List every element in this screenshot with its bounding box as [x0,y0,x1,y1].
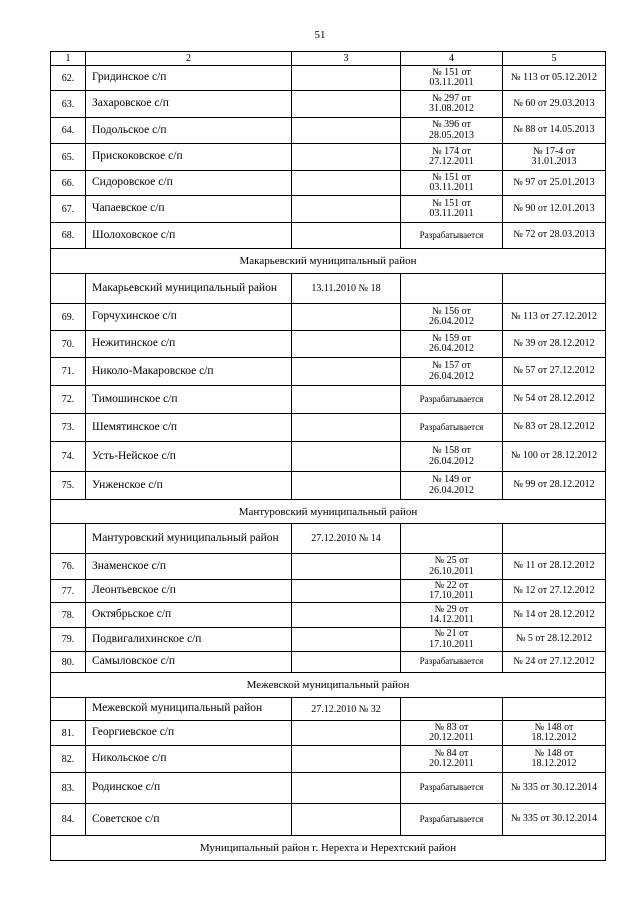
decision-date [292,804,401,836]
document-line: № 83 от 28.12.2012 [513,421,595,433]
document-line: № 158 от [432,445,471,456]
table-row [51,472,606,500]
row-number: 64. [51,118,86,144]
row-number: 72. [51,386,86,414]
plan-document [401,652,503,673]
document-line: 18.12.2012 [531,732,577,743]
table-row [51,442,606,472]
decision-date [292,331,401,358]
document-line: № 17-4 от [532,145,576,157]
document-line: № 157 от [432,360,471,371]
approval-document [503,472,606,500]
table-row [51,524,606,554]
approval-document [503,442,606,472]
document-line: № 113 от 27.12.2012 [511,310,597,322]
decision-date: 27.12.2010 № 14 [292,524,401,554]
approval-document [503,66,606,91]
document-line: № 335 от 30.12.2014 [510,781,598,793]
district-header-row [51,249,606,274]
approval-document [503,628,606,652]
plan-document [401,580,503,603]
table-row [51,144,606,171]
document-line: № 90 от 12.01.2013 [513,202,595,214]
decision-date: 27.12.2010 № 32 [292,698,401,721]
approval-document [503,804,606,836]
table-row [51,414,606,442]
document-line: № 148 от [534,721,574,733]
row-number: 65. [51,144,86,171]
settlement-name: Родинское с/п [86,773,292,804]
document-line: 03.11.2011 [429,208,474,219]
decision-date [292,66,401,91]
document-line: № 148 от [534,747,574,759]
decision-date [292,721,401,746]
settlement-name: Шемятинское с/п [86,414,292,442]
document-line: № 57 от 27.12.2012 [513,365,595,377]
settlement-name: Никольское с/п [86,746,292,773]
document-line: 26.04.2012 [429,455,474,467]
registry-table [50,51,606,861]
document-line: 03.11.2011 [429,77,474,88]
table-row [51,698,606,721]
document-line: 20.12.2011 [429,758,474,769]
decision-date [292,554,401,580]
table-row [51,66,606,91]
document-line: № 88 от 14.05.2013 [513,124,595,136]
document-line: № 72 от 28.03.2013 [513,229,595,241]
approval-document [503,331,606,358]
document-line: № 11 от 28.12.2012 [513,560,595,572]
document-line: № 97 от 25.01.2013 [513,176,595,188]
document-line: Разрабатывается [419,421,484,432]
document-line: Разрабатывается [419,393,484,404]
approval-document [503,118,606,144]
district-header-row [51,836,606,861]
document-line: 17.10.2011 [429,638,474,650]
settlement-name: Леонтьевское с/п [86,580,292,603]
settlement-name: Горчухинское с/п [86,304,292,331]
approval-document [503,274,606,304]
document-line: 26.04.2012 [429,343,474,354]
decision-date [292,652,401,673]
approval-document [503,223,606,249]
decision-date: 13.11.2010 № 18 [292,274,401,304]
document-line: № 99 от 28.12.2012 [513,479,595,491]
plan-document [401,746,503,773]
row-number [51,524,86,554]
decision-date [292,386,401,414]
document-line: № 39 от 28.12.2012 [513,337,595,349]
plan-document [401,524,503,554]
column-header-row [51,52,606,66]
table-row [51,804,606,836]
plan-document [401,144,503,171]
approval-document [503,721,606,746]
settlement-name: Тимошинское с/п [86,386,292,414]
approval-document [503,358,606,386]
approval-document [503,698,606,721]
decision-date [292,472,401,500]
approval-document [503,414,606,442]
settlement-name: Нежитинское с/п [86,331,292,358]
document-line: № 84 от [434,747,469,759]
district-title: Межевской муниципальный район [51,673,606,698]
settlement-name: Чапаевское с/п [86,196,292,223]
plan-document [401,414,503,442]
table-row [51,628,606,652]
document-line: 31.08.2012 [429,103,474,114]
decision-date [292,358,401,386]
document-line: № 83 от [434,721,469,733]
document-line: 17.10.2011 [429,590,474,601]
district-title: Мантуровский муниципальный район [51,500,606,524]
decision-date [292,628,401,652]
document-line: 20.12.2011 [429,732,474,743]
table-row [51,331,606,358]
document-line: 26.04.2012 [429,484,474,496]
document-line: 31.01.2013 [531,156,577,167]
document-line: № 25 от [434,555,469,566]
row-number: 73. [51,414,86,442]
settlement-name: Шолоховское с/п [86,223,292,249]
plan-document [401,804,503,836]
plan-document [401,698,503,721]
document-line: № 54 от 28.12.2012 [513,393,595,405]
settlement-name: Подвигалихинское с/п [86,628,292,652]
row-number: 80. [51,652,86,673]
document-line: 27.12.2011 [429,156,474,167]
row-number: 77. [51,580,86,603]
column-header: 1 [51,52,86,66]
table-row [51,746,606,773]
document-line: 26.10.2011 [429,565,474,577]
approval-document [503,746,606,773]
settlement-name: Советское с/п [86,804,292,836]
document-line: № 5 от 28.12.2012 [515,633,593,645]
settlement-name: Октябрьское с/п [86,603,292,628]
plan-document [401,66,503,91]
approval-document [503,773,606,804]
approval-document [503,171,606,196]
plan-document [401,472,503,500]
table-row [51,304,606,331]
document-line: № 297 от [432,92,471,104]
document-line: № 151 от [432,171,471,183]
settlement-name: Унженское с/п [86,472,292,500]
table-row [51,118,606,144]
document-line: № 22 от [434,579,469,591]
table-row [51,196,606,223]
plan-document [401,274,503,304]
row-number: 69. [51,304,86,331]
settlement-name: Захаровское с/п [86,91,292,118]
row-number: 71. [51,358,86,386]
page-number: 51 [314,29,326,41]
document-line: № 151 от [432,66,471,78]
document-line: № 14 от 28.12.2012 [513,608,595,620]
document-line: Разрабатывается [419,782,484,793]
settlement-name: Межевской муниципальный район [86,698,292,721]
table-row [51,721,606,746]
plan-document [401,118,503,144]
decision-date [292,603,401,628]
approval-document [503,144,606,171]
row-number: 75. [51,472,86,500]
settlement-name: Николо-Макаровское с/п [86,358,292,386]
decision-date [292,414,401,442]
settlement-name: Макарьевский муниципальный район [86,274,292,304]
plan-document [401,358,503,386]
document-line: № 60 от 29.03.2013 [513,97,595,109]
plan-document [401,554,503,580]
table-row [51,580,606,603]
table-row [51,171,606,196]
document-line: № 149 от [432,474,471,485]
document-line: № 151 от [432,197,471,209]
plan-document [401,721,503,746]
document-line: 18.12.2012 [531,758,577,769]
document-line: № 113 от 05.12.2012 [511,71,597,83]
decision-date [292,223,401,249]
plan-document [401,196,503,223]
row-number: 84. [51,804,86,836]
table-row [51,358,606,386]
document-line: 03.11.2011 [429,182,474,193]
row-number: 74. [51,442,86,472]
decision-date [292,118,401,144]
district-title: Муниципальный район г. Нерехта и Нерехтский район [51,836,606,861]
document-line: Разрабатывается [419,813,484,824]
plan-document [401,223,503,249]
settlement-name: Прискоковское с/п [86,144,292,171]
plan-document [401,171,503,196]
table-row [51,91,606,118]
document-line: № 21 от [434,628,469,639]
decision-date [292,773,401,804]
row-number: 83. [51,773,86,804]
document-line: № 156 от [432,305,471,317]
district-header-row [51,673,606,698]
plan-document [401,773,503,804]
settlement-name: Сидоровское с/п [86,171,292,196]
approval-document [503,652,606,673]
table-row [51,223,606,249]
plan-document [401,331,503,358]
document-line: № 24 от 27.12.2012 [513,655,595,667]
document-line: 14.12.2011 [429,614,474,625]
document-line: № 396 от [432,119,471,130]
approval-document [503,91,606,118]
decision-date [292,144,401,171]
plan-document [401,91,503,118]
approval-document [503,603,606,628]
district-header-row [51,500,606,524]
document-line: № 29 от [434,603,469,615]
column-header: 5 [503,52,606,66]
settlement-name: Знаменское с/п [86,554,292,580]
plan-document [401,442,503,472]
table-row [51,386,606,414]
document-line: № 335 от 30.12.2014 [510,813,598,825]
plan-document [401,386,503,414]
row-number: 67. [51,196,86,223]
approval-document [503,196,606,223]
table-row [51,773,606,804]
decision-date [292,580,401,603]
decision-date [292,196,401,223]
approval-document [503,580,606,603]
document-line: № 100 от 28.12.2012 [510,450,598,462]
plan-document [401,628,503,652]
row-number [51,274,86,304]
row-number: 68. [51,223,86,249]
approval-document [503,554,606,580]
row-number: 82. [51,746,86,773]
approval-document [503,304,606,331]
document-line: 26.04.2012 [429,370,474,382]
decision-date [292,746,401,773]
table-row [51,554,606,580]
column-header: 2 [86,52,292,66]
row-number: 78. [51,603,86,628]
row-number: 76. [51,554,86,580]
document-line: 28.05.2013 [429,129,474,141]
table-row [51,652,606,673]
settlement-name: Мантуровский муниципальный район [86,524,292,554]
plan-document [401,304,503,331]
document-line: № 12 от 27.12.2012 [513,584,595,596]
row-number [51,698,86,721]
document-line: № 174 от [432,145,471,157]
settlement-name: Подольское с/п [86,118,292,144]
row-number: 70. [51,331,86,358]
document-line: Разрабатывается [419,229,484,240]
table-row [51,274,606,304]
row-number: 79. [51,628,86,652]
settlement-name: Самыловское с/п [86,652,292,673]
row-number: 63. [51,91,86,118]
settlement-name: Георгиевское с/п [86,721,292,746]
decision-date [292,171,401,196]
decision-date [292,442,401,472]
row-number: 66. [51,171,86,196]
document-line: Разрабатывается [419,656,484,667]
approval-document [503,386,606,414]
table-row [51,603,606,628]
settlement-name: Гридинское с/п [86,66,292,91]
row-number: 62. [51,66,86,91]
district-title: Макарьевский муниципальный район [51,249,606,274]
row-number: 81. [51,721,86,746]
column-header: 3 [292,52,401,66]
decision-date [292,91,401,118]
decision-date [292,304,401,331]
approval-document [503,524,606,554]
document-line: 26.04.2012 [429,316,474,327]
column-header: 4 [401,52,503,66]
document-line: № 159 от [432,332,471,344]
plan-document [401,603,503,628]
settlement-name: Усть-Нейское с/п [86,442,292,472]
